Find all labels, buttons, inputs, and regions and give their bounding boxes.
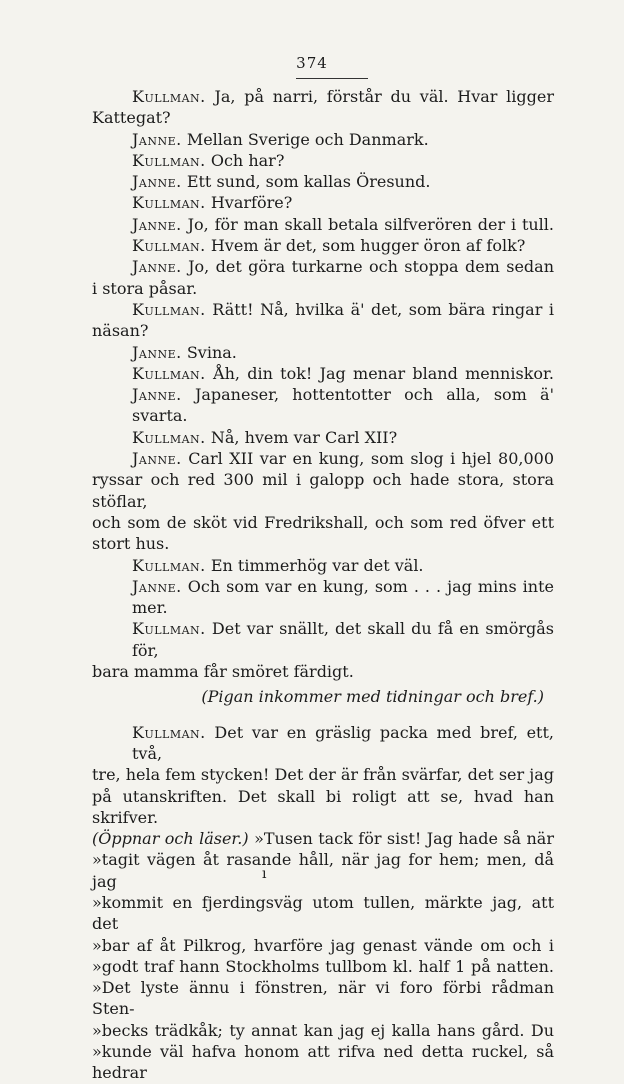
speaker-name: Kullman. <box>132 619 206 639</box>
line-text: i stora påsar. <box>92 278 198 298</box>
dialogue-line <box>92 256 554 277</box>
line-text: »Tusen tack för sist! Jag hade så när <box>248 829 554 849</box>
line-text: Jo, för man skall betala silfverören der i tull. <box>181 214 554 234</box>
dialogue-line <box>92 86 554 107</box>
speaker-name: Kullman. <box>132 236 206 256</box>
letter-line: »Det lyste ännu i fönstren, när vi foro förbi rådman Sten- <box>92 978 554 1019</box>
dialogue-line <box>92 299 554 320</box>
letter-line: »godt traf hann Stockholms tullbom kl. half 1 på natten. <box>92 956 554 976</box>
line-text: Hvarföre? <box>205 193 293 213</box>
line-text: Carl XII var en kung, som slog i hjel 80,000 <box>181 449 554 469</box>
line-text: stort hus. <box>92 534 170 554</box>
main-text <box>92 86 554 1084</box>
dialogue-line <box>92 469 554 512</box>
line-text: En timmerhög var det väl. <box>205 555 424 575</box>
dialogue-line <box>92 448 554 469</box>
stage-direction: (Pigan inkommer med tidningar och bref.) <box>201 687 544 707</box>
line-text: Japaneser, hottentotter och alla, som ä' svarta. <box>132 385 554 426</box>
line-text: Svina. <box>181 342 237 362</box>
stray-mark: ı <box>262 866 267 882</box>
line-text: Rätt! Nå, hvilka ä' det, som bära ringar i <box>205 299 554 319</box>
dialogue-line <box>92 555 554 576</box>
dialogue-line <box>92 618 554 661</box>
dialogue <box>92 86 554 682</box>
speaker-name: Janne. <box>132 214 182 234</box>
line-text: Åh, din tok! Jag menar bland menniskor. <box>205 363 554 383</box>
dialogue-line <box>92 384 554 427</box>
text-line: tre, hela fem stycken! Det der är från svärfar, det ser jag <box>92 765 554 785</box>
line-text: ryssar och red 300 mil i galopp och hade stora, stora stöflar, <box>92 470 554 511</box>
dialogue-line <box>92 661 554 682</box>
dialogue-line <box>92 129 554 150</box>
speaker-name: Kullman. <box>132 87 206 106</box>
speaker-name: Janne. <box>132 172 182 192</box>
dialogue-line <box>92 278 554 299</box>
line-text: bara mamma får smöret färdigt. <box>92 662 354 682</box>
line-text: Hvem är det, som hugger öron af folk? <box>205 236 526 256</box>
dialogue-line <box>92 363 554 384</box>
letter-line: »tagit vägen åt rasande håll, när jag for hem; men, då jag <box>92 850 554 891</box>
speaker-name: Kullman. <box>132 150 206 170</box>
line-text: Det var en gräslig packa med bref, ett, två, <box>132 722 554 763</box>
dialogue-line <box>92 235 554 256</box>
dialogue-line <box>92 214 554 235</box>
text-line: på utanskriften. Det skall bi roligt att se, hvad han skrifver. <box>92 786 554 827</box>
dialogue-line <box>92 320 554 341</box>
speaker-name: Kullman. <box>132 363 206 383</box>
dialogue-line <box>92 107 554 128</box>
dialogue-line <box>92 576 554 619</box>
reading-line <box>92 828 554 849</box>
dialogue-line <box>92 427 554 448</box>
dialogue-line <box>92 192 554 213</box>
speaker-name: Kullman. <box>132 427 206 447</box>
letter-line: »bar af åt Pilkrog, hvarföre jag genast vände om och i <box>92 935 554 955</box>
speaker-name: Janne. <box>132 257 182 277</box>
line-text: Nå, hvem var Carl XII? <box>205 427 398 447</box>
speaker-name: Kullman. <box>132 193 206 213</box>
page-number-rule <box>296 78 368 79</box>
page-number: 374 <box>296 54 328 72</box>
line-text: och som de sköt vid Fredrikshall, och som red öfver ett <box>92 512 554 532</box>
speaker-name: Kullman. <box>132 722 206 742</box>
line-text: Mellan Sverige och Danmark. <box>181 129 429 149</box>
line-text: Och som var en kung, som . . . jag mins inte mer. <box>132 576 554 618</box>
dialogue-line <box>92 533 554 554</box>
dialogue-line <box>92 342 554 363</box>
dialogue-line <box>92 171 554 192</box>
speaker-name: Kullman. <box>132 555 206 575</box>
dialogue-line <box>92 512 554 533</box>
speaker-name: Janne. <box>132 342 182 362</box>
monologue <box>92 722 554 1084</box>
line-text: Jo, det göra turkarne och stoppa dem sedan <box>181 257 554 277</box>
speaker-name: Kullman. <box>132 299 206 319</box>
reading-direction: (Öppnar och läser.) <box>92 829 249 849</box>
dialogue-line <box>92 150 554 171</box>
line-text: Kattegat? <box>92 108 171 128</box>
line-text: Ett sund, som kallas Öresund. <box>181 172 431 192</box>
speaker-name: Janne. <box>132 385 182 405</box>
line-text: Det var snällt, det skall du få en smörgås för, <box>132 619 554 660</box>
speaker-name: Janne. <box>132 129 182 149</box>
speaker-name: Janne. <box>132 576 182 596</box>
line-text: näsan? <box>92 321 149 341</box>
line-text: Ja, på narri, förstår du väl. Hvar ligger <box>205 87 554 106</box>
letter-line: »kunde väl hafva honom att rifva ned detta ruckel, så hedrar <box>92 1042 554 1083</box>
letter-line: »kommit en fjerdingsväg utom tullen, märkte jag, att det <box>92 892 554 934</box>
monologue-first-line <box>92 722 554 765</box>
speaker-name: Janne. <box>132 449 182 469</box>
letter-line: »becks trädkåk; ty annat kan jag ej kalla hans gård. Du <box>92 1020 554 1040</box>
line-text: Och har? <box>205 150 285 170</box>
